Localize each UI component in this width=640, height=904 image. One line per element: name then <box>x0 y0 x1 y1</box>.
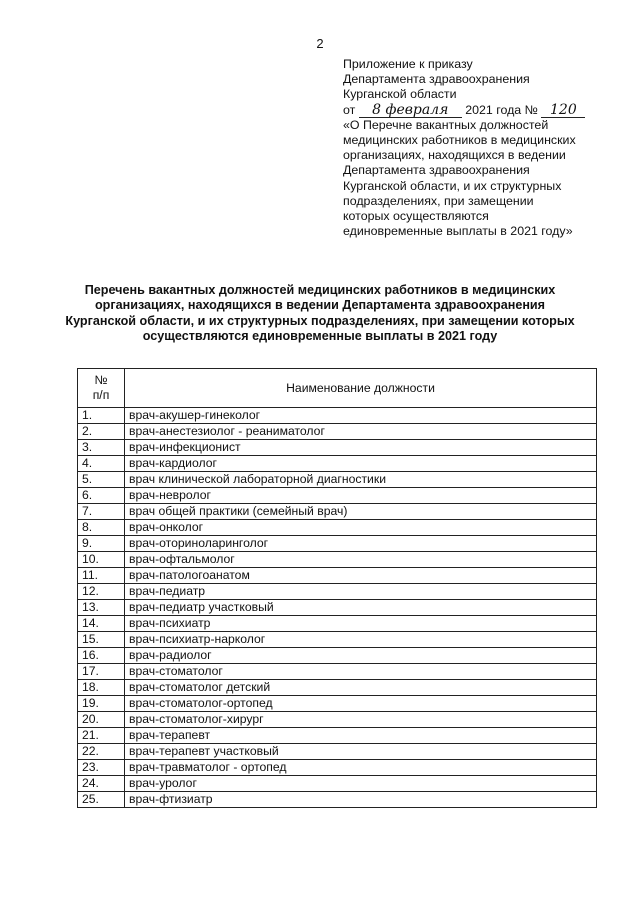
appendix-line: которых осуществляются <box>343 209 489 224</box>
table-row <box>78 552 597 568</box>
title-line: Перечень вакантных должностей медицинских работников в медицинских <box>84 283 556 297</box>
table-body <box>78 408 597 808</box>
row-number: 11. <box>78 568 125 584</box>
position-name: врач-терапевт <box>125 728 597 744</box>
position-name: врач-офтальмолог <box>125 552 597 568</box>
appendix-line: Курганской области <box>343 87 457 102</box>
row-number: 20. <box>78 712 125 728</box>
table-row <box>78 712 597 728</box>
year-label: 2021 года № <box>465 102 538 117</box>
position-name: врач-акушер-гинеколог <box>125 408 597 424</box>
position-name: врач-психиатр <box>125 616 597 632</box>
positions-table <box>77 368 597 808</box>
appendix-line: единовременные выплаты в 2021 году» <box>343 224 573 239</box>
position-name: врач-психиатр-нарколог <box>125 632 597 648</box>
table-row <box>78 568 597 584</box>
position-name: врач-кардиолог <box>125 456 597 472</box>
position-name: врач-травматолог - ортопед <box>125 760 597 776</box>
title-line: организациях, находящихся в ведении Департамента здравоохранения <box>94 298 546 313</box>
table-row <box>78 408 597 424</box>
position-name: врач-инфекционист <box>125 440 597 456</box>
table-header-row <box>78 369 597 408</box>
position-name: врач-стоматолог <box>125 664 597 680</box>
row-number: 10. <box>78 552 125 568</box>
header-number <box>78 369 125 408</box>
table-row <box>78 664 597 680</box>
appendix-date-line <box>343 103 633 118</box>
appendix-line: Приложение к приказу <box>343 57 473 71</box>
row-number: 2. <box>78 424 125 440</box>
row-number: 5. <box>78 472 125 488</box>
position-name: врач клинической лабораторной диагностики <box>125 472 597 488</box>
row-number: 23. <box>78 760 125 776</box>
appendix-block <box>343 57 633 239</box>
table-row <box>78 536 597 552</box>
appendix-line: подразделениях, при замещении <box>343 193 534 208</box>
table-row <box>78 648 597 664</box>
row-number: 21. <box>78 728 125 744</box>
table-row <box>78 504 597 520</box>
table-row <box>78 792 597 808</box>
row-number: 24. <box>78 776 125 792</box>
position-name: врач-стоматолог-ортопед <box>125 696 597 712</box>
position-name: врач общей практики (семейный врач) <box>125 504 597 520</box>
table-row <box>78 520 597 536</box>
appendix-line: медицинских работников в медицинских <box>343 133 576 148</box>
document-title <box>40 283 600 345</box>
position-name: врач-педиатр участковый <box>125 600 597 616</box>
row-number: 12. <box>78 584 125 600</box>
row-number: 9. <box>78 536 125 552</box>
row-number: 18. <box>78 680 125 696</box>
table-row <box>78 472 597 488</box>
row-number: 6. <box>78 488 125 504</box>
row-number: 25. <box>78 792 125 808</box>
appendix-line: организациях, находящихся в ведении <box>343 148 566 163</box>
table-row <box>78 584 597 600</box>
row-number: 1. <box>78 408 125 424</box>
table-row <box>78 440 597 456</box>
position-name: врач-радиолог <box>125 648 597 664</box>
appendix-line: Курганской области, и их структурных <box>343 178 562 193</box>
header-number-abbr: п/п <box>92 388 110 402</box>
row-number: 16. <box>78 648 125 664</box>
handwritten-number: 120 <box>541 104 585 118</box>
position-name: врач-патологоанатом <box>125 568 597 584</box>
row-number: 4. <box>78 456 125 472</box>
position-name: врач-стоматолог детский <box>125 680 597 696</box>
row-number: 3. <box>78 440 125 456</box>
position-name: врач-стоматолог-хирург <box>125 712 597 728</box>
table-row <box>78 632 597 648</box>
row-number: 14. <box>78 616 125 632</box>
position-name: врач-оториноларинголог <box>125 536 597 552</box>
position-name: врач-невролог <box>125 488 597 504</box>
appendix-line: «О Перечне вакантных должностей <box>343 117 549 132</box>
table-row <box>78 680 597 696</box>
position-name: врач-уролог <box>125 776 597 792</box>
title-line: осуществляются единовременные выплаты в 2021 году <box>142 329 498 344</box>
row-number: 17. <box>78 664 125 680</box>
table-row <box>78 600 597 616</box>
from-label: от <box>343 102 356 117</box>
table-row <box>78 744 597 760</box>
row-number: 19. <box>78 696 125 712</box>
appendix-line: Департамента здравоохранения <box>343 163 530 178</box>
page-number: 2 <box>316 36 324 51</box>
row-number: 13. <box>78 600 125 616</box>
position-name: врач-педиатр <box>125 584 597 600</box>
table-row <box>78 696 597 712</box>
position-name: врач-анестезиолог - реаниматолог <box>125 424 597 440</box>
position-name: врач-фтизиатр <box>125 792 597 808</box>
table-row <box>78 424 597 440</box>
row-number: 8. <box>78 520 125 536</box>
row-number: 22. <box>78 744 125 760</box>
position-name: врач-онколог <box>125 520 597 536</box>
table-row <box>78 488 597 504</box>
handwritten-date: 8 февраля <box>359 104 462 118</box>
table-row <box>78 776 597 792</box>
header-number-symbol: № <box>94 373 108 387</box>
table-row <box>78 760 597 776</box>
title-line: Курганской области, и их структурных подразделениях, при замещении которых <box>65 313 575 328</box>
table-row <box>78 616 597 632</box>
table-row <box>78 456 597 472</box>
row-number: 7. <box>78 504 125 520</box>
row-number: 15. <box>78 632 125 648</box>
header-position-name: Наименование должности <box>125 369 597 408</box>
table-row <box>78 728 597 744</box>
appendix-line: Департамента здравоохранения <box>343 72 530 87</box>
position-name: врач-терапевт участковый <box>125 744 597 760</box>
